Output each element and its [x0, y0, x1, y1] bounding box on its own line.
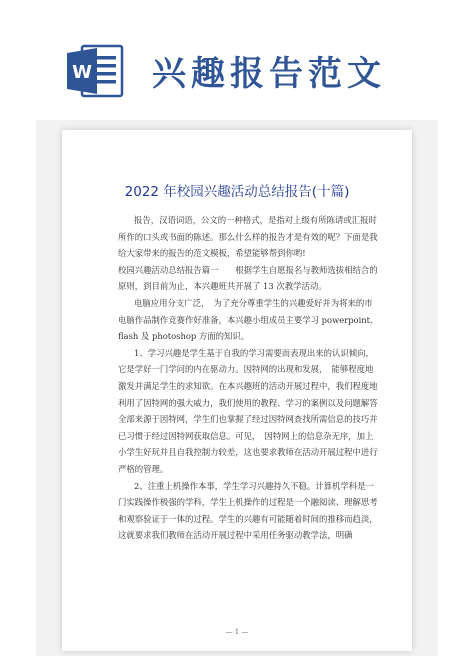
document-page — [62, 130, 412, 651]
document-body — [118, 212, 380, 544]
paragraph: 校园兴趣活动总结报告篇一 根据学生自愿报名与教师选拔相结合的原则，到目前为止，本兴趣班共开展了 13 次教学活动。 — [118, 264, 378, 292]
word-document-icon — [64, 40, 126, 102]
paragraph: 报告，汉语词语，公文的一种格式，是指对上级有所陈请或汇报时所作的口头或书面的陈述。那么什么样的报告才是有效的呢？下面是我给大家带来的报告的范文模板，希望能够帮到你哟! — [118, 215, 378, 259]
paragraph: 1、学习兴趣是学生基于自我的学习需要而表现出来的认识倾向，它是学好一门学问的内在驱动力。因特网的出现和发展， 能够程度地激发并满足学生的求知欲。在本兴趣班的活动开展过程中，我们程度地利用了因特网的强大威力，我们使用的教程、学习的案例以及问题解答全部来源于因特网，学生们也掌握了经过因特网查找所需信息的技巧并已习惯于经过因特网获取信息。可见， 因特网上的信息杂无序，加上小学生好玩并且自我控制力较差，这也要求教师在活动开展过程中进行严格的管理。 — [118, 347, 378, 474]
word-icon-letter: W — [72, 62, 92, 83]
page-number: — 1 — — [225, 628, 249, 636]
document-title: 2022 年校园兴趣活动总结报告(十篇) — [124, 184, 350, 200]
page-title: 兴趣报告范文 — [152, 54, 386, 94]
paragraph: 电脑应用分支广泛， 为了充分尊重学生的兴趣爱好并为将来的市电脑作品制作竞赛作好准备，本兴趣小组成员主要学习 powerpoint、flash 及 photoshop 方面的知识。 — [118, 297, 379, 342]
paragraph: 2、注重上机操作本事，学生学习兴趣持久不稳。计算机学科是一门实践操作极强的学科，学生上机操作的过程是一个融阅读、理解思考和观察验证于一体的过程。学生的兴趣有可能随着时间的推移而趋淡，这就要求我们教师在活动开展过程中采用任务驱动教学法，明确 — [118, 480, 378, 541]
header — [0, 0, 474, 120]
